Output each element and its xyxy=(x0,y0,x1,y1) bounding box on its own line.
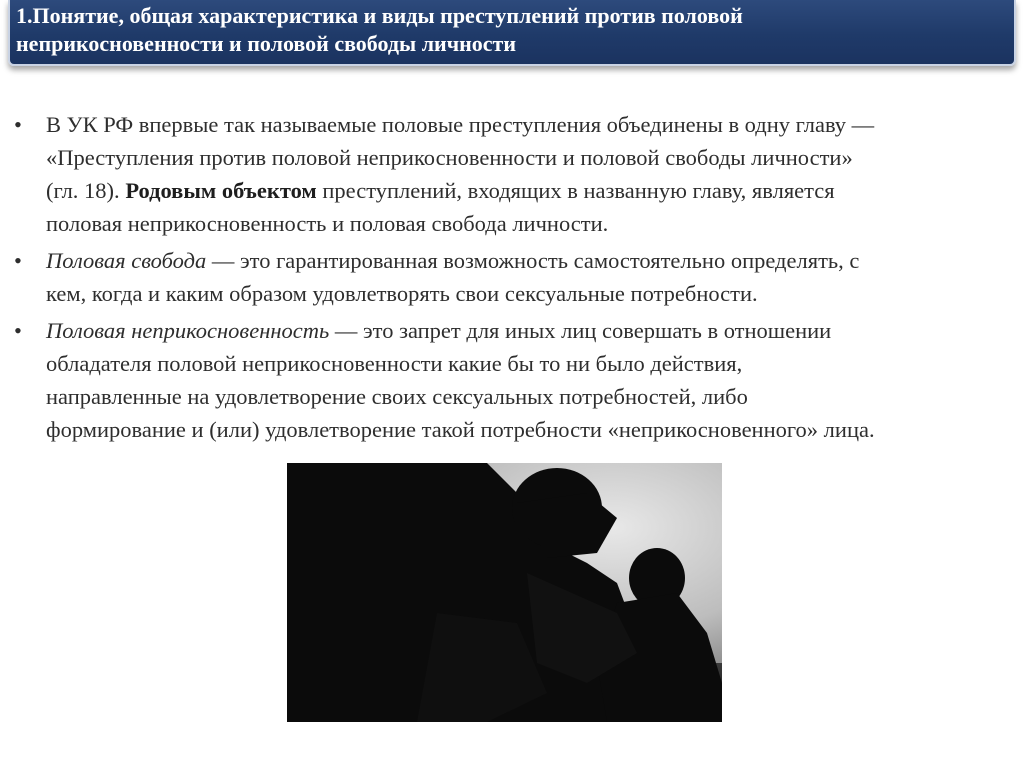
bullet-line: формирование и (или) удовлетворение такой потребности «неприкосновенного» лица. xyxy=(46,417,875,442)
bullet-text-segment: преступлений, входящих в названную главу, является xyxy=(316,178,835,203)
bullet-item-3 xyxy=(8,314,1008,446)
bullet-item-1 xyxy=(8,108,1008,240)
bullet-marker: • xyxy=(14,112,22,137)
silhouette-image xyxy=(287,463,722,722)
bullet-text-segment: (гл. 18). xyxy=(46,178,126,203)
bullet-line xyxy=(46,174,1008,207)
bullet-text-segment: — это гарантированная возможность самостоятельно определять, с xyxy=(206,248,860,273)
bullet-line xyxy=(46,244,1008,277)
slide-body xyxy=(8,108,1008,450)
silhouette-photo xyxy=(287,463,722,722)
bullet-marker: • xyxy=(14,318,22,343)
bullet-line: половая неприкосновенность и половая свобода личности. xyxy=(46,211,609,236)
italic-term: Половая неприкосновенность xyxy=(46,318,330,343)
slide-title-line-1: 1.Понятие, общая характеристика и виды преступлений против половой xyxy=(16,3,743,28)
bullet-line: В УК РФ впервые так называемые половые преступления объединены в одну главу — xyxy=(46,112,875,137)
italic-term: Половая свобода xyxy=(46,248,207,273)
bullet-line: направленные на удовлетворение своих сексуальных потребностей, либо xyxy=(46,384,748,409)
bullet-line xyxy=(46,314,1008,347)
bullet-line: кем, когда и каким образом удовлетворять свои сексуальные потребности. xyxy=(46,281,758,306)
slide-title-bar xyxy=(8,0,1016,66)
bold-term: Родовым объектом xyxy=(125,178,317,203)
bullet-item-2 xyxy=(8,244,1008,310)
bullet-line: обладателя половой неприкосновенности какие бы то ни было действия, xyxy=(46,351,743,376)
bullet-text-segment: — это запрет для иных лиц совершать в отношении xyxy=(329,318,832,343)
bullet-line: «Преступления против половой неприкосновенности и половой свободы личности» xyxy=(46,145,853,170)
bullet-marker: • xyxy=(14,248,22,273)
slide-title-line-2: неприкосновенности и половой свободы личности xyxy=(16,31,517,56)
